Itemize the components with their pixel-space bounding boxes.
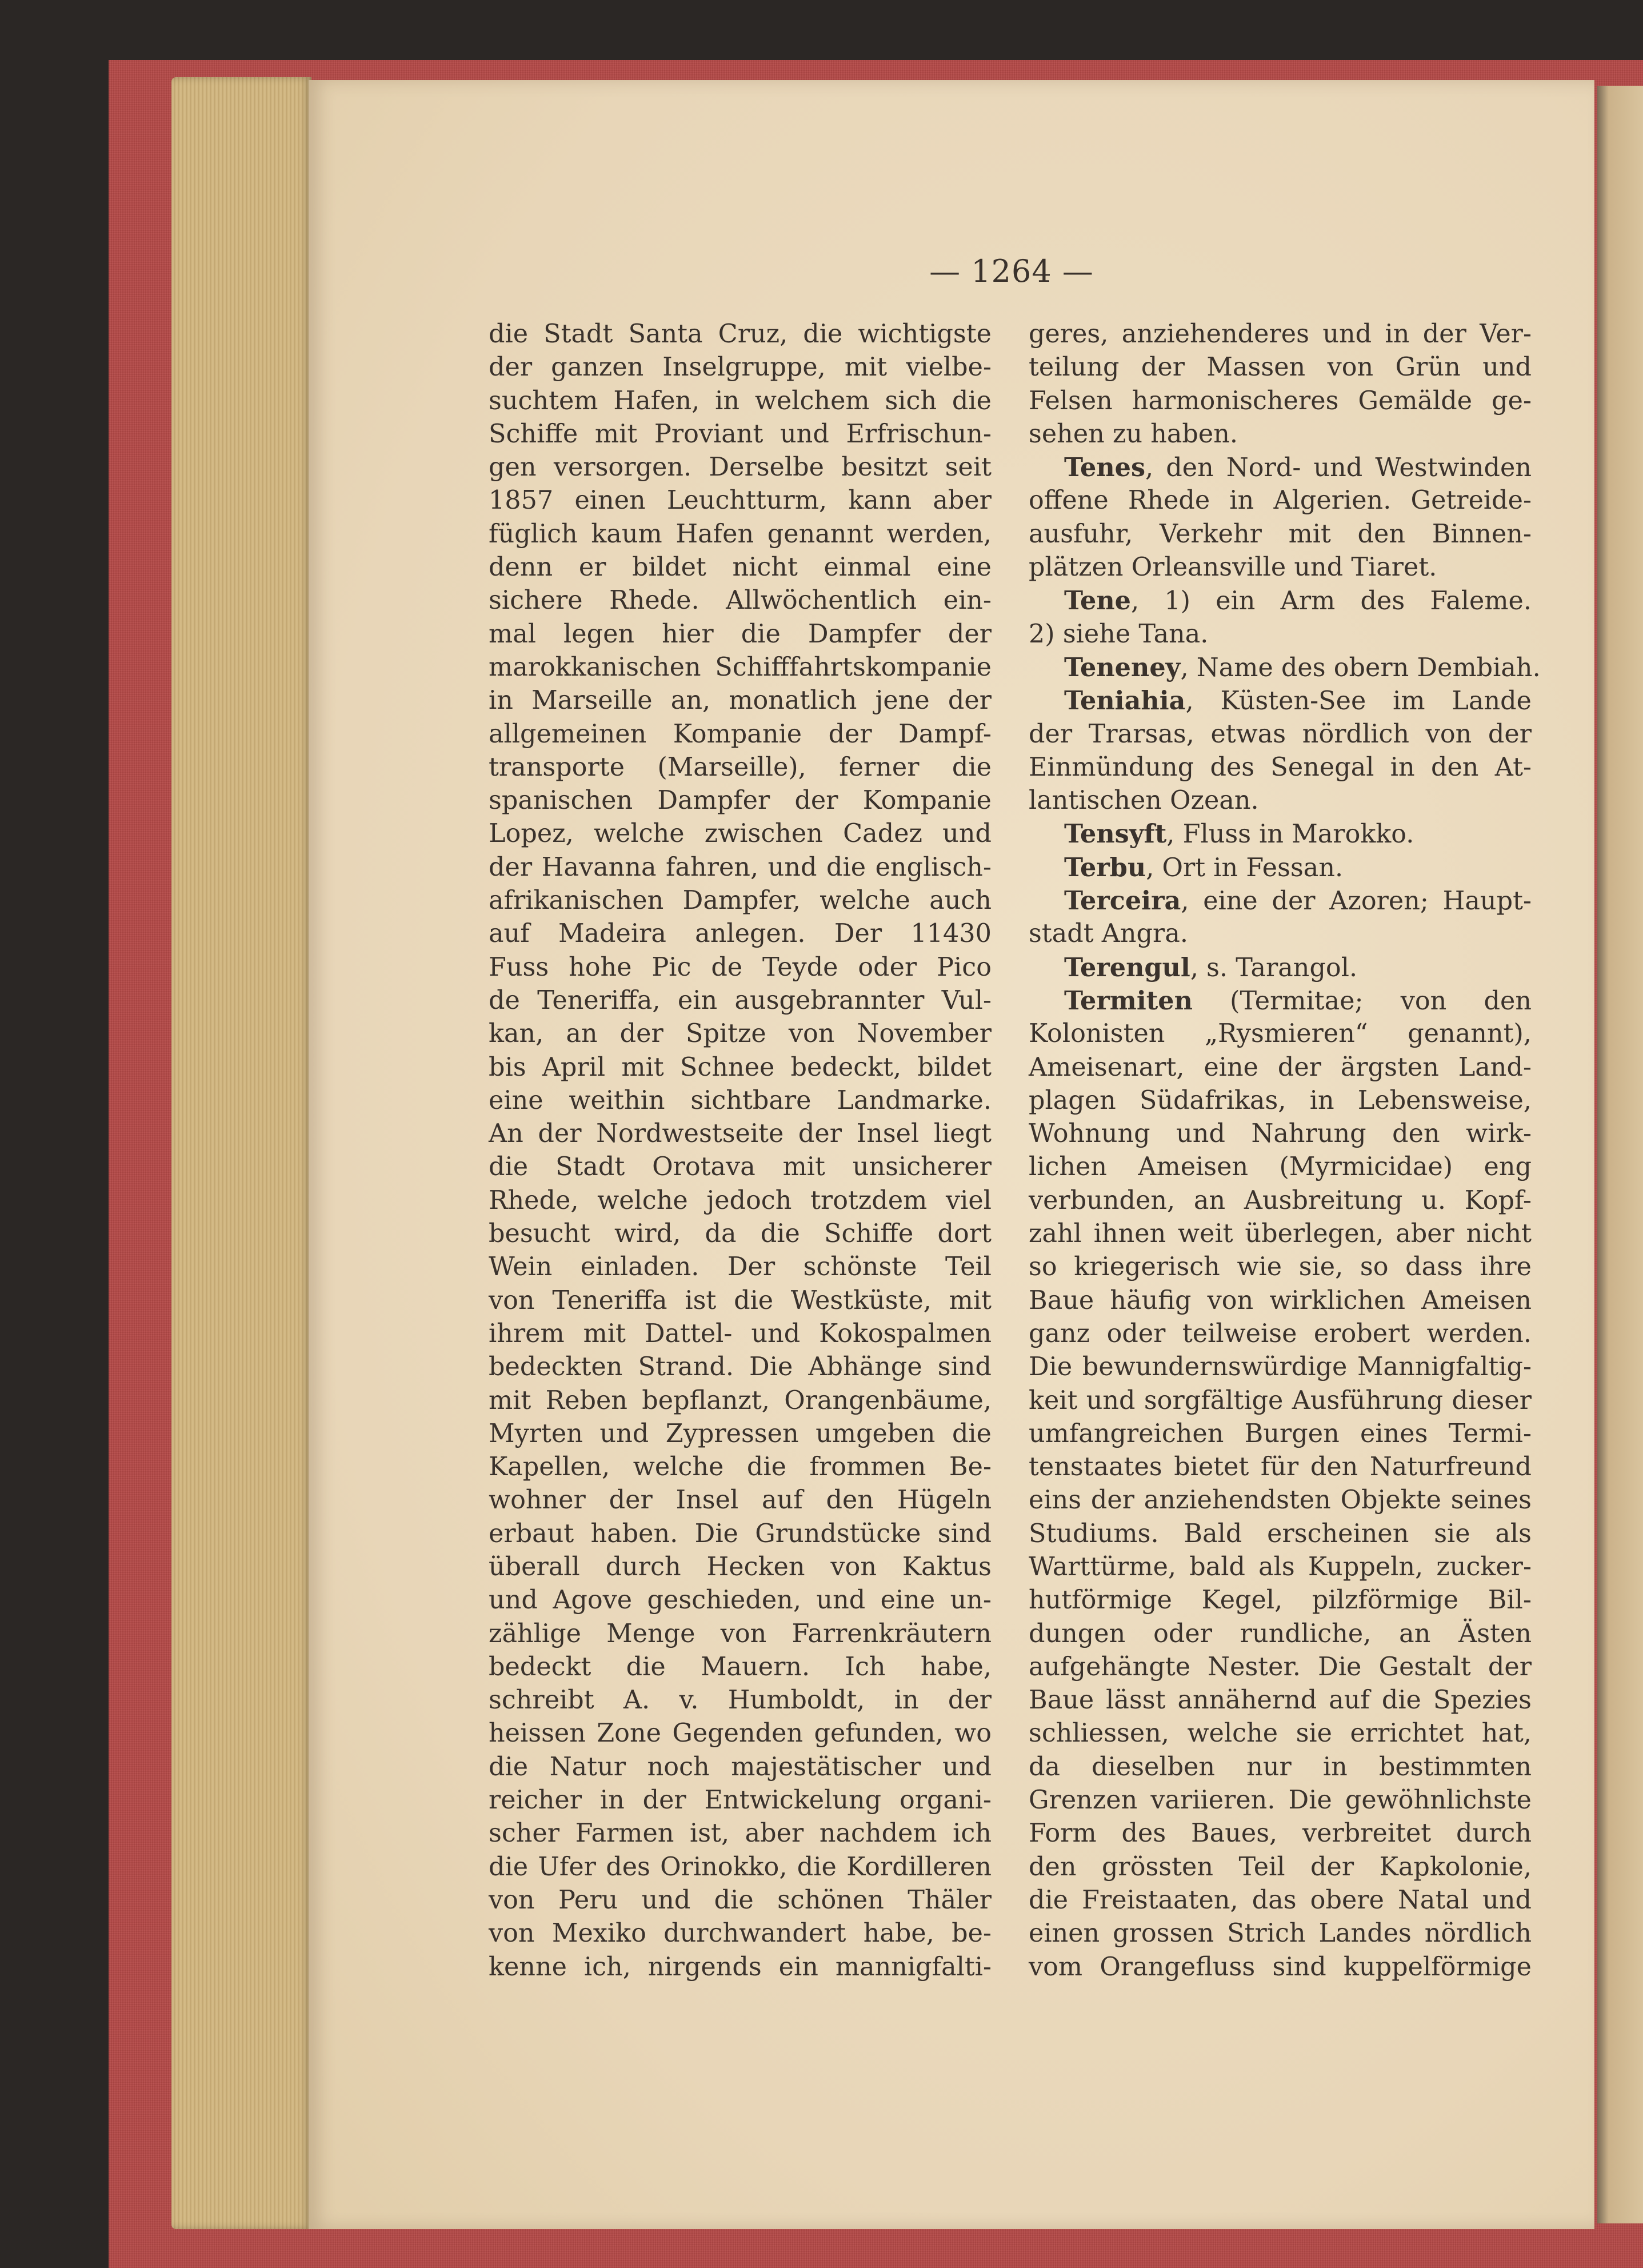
entry-text: vom Orangefluss sind kuppelförmige [1029,1952,1532,1982]
entry-text: 2) siehe Tana. [1029,619,1209,649]
text-line [1029,1151,1532,1184]
text-line: füglich kaum Hafen genannt werden, [489,519,992,549]
text-line [1029,1184,1532,1217]
entry-text: Form des Baues, verbreitet durch [1029,1819,1532,1848]
entry-headword: Teneney [1064,652,1181,682]
entry-text: den grössten Teil der Kapkolonie, [1029,1852,1532,1882]
entry-text: offene Rhede in Algerien. Getreide- [1029,486,1532,516]
text-line [1029,385,1532,418]
text-line: allgemeinen Kompanie der Dampf- [489,719,992,749]
text-line: kenne ich, nirgends ein mannigfalti- [489,1952,992,1982]
entry-headword: Termiten [1064,985,1193,1016]
text-line [1029,618,1532,651]
entry-line [1029,951,1532,984]
entry-text: ausfuhr, Verkehr mit den Binnen- [1029,519,1532,549]
entry-text: schliessen, welche sie errichtet hat, [1029,1719,1532,1748]
text-line: kan, an der Spitze von November [489,1019,992,1049]
entry-headword: Terengul [1064,952,1190,983]
right-column [1029,318,1541,1984]
text-line: ihrem mit Dattel- und Kokospalmen [489,1319,992,1348]
entry-headword: Teniahia [1064,686,1186,716]
text-line [1029,1351,1532,1384]
text-line: transporte (Marseille), ferner die [489,752,992,782]
entry-text: tenstaates bietet für den Naturfreund [1029,1452,1532,1482]
text-line [1029,1284,1532,1317]
text-line: An der Nordwestseite der Insel liegt [489,1119,992,1149]
text-line [1029,1017,1532,1051]
left-column [489,318,992,1984]
text-line: und Agove geschieden, und eine un- [489,1586,992,1615]
entry-headword: Terbu [1064,852,1146,883]
entry-text: keit und sorgfältige Ausführung dieser [1029,1385,1532,1415]
text-line: gen versorgen. Derselbe besitzt seit [489,453,992,482]
text-line: zählige Menge von Farrenkräutern [489,1619,992,1648]
text-line [1029,1917,1532,1950]
entry-line [1029,651,1541,684]
text-line [1029,418,1532,451]
text-line [1029,718,1532,751]
entry-text: Studiums. Bald erscheinen sie als [1029,1519,1532,1548]
entry-text: (Termitae; von den [1192,986,1532,1016]
entry-text: einen grossen Strich Landes nördlich [1029,1919,1532,1948]
text-line: scher Farmen ist, aber nachdem ich [489,1819,992,1848]
text-line: eine weithin sichtbare Landmarke. [489,1085,992,1115]
text-line: heissen Zone Gegenden gefunden, wo [489,1719,992,1748]
entry-headword: Tenes [1064,453,1146,483]
text-line: sichere Rhede. Allwöchentlich ein- [489,586,992,616]
text-line: besucht wird, da die Schiffe dort [489,1219,992,1249]
entry-text: Kolonisten „Rysmieren“ genannt), [1029,1019,1532,1049]
text-line: mit Reben bepflanzt, Orangenbäume, [489,1385,992,1415]
entry-text: stadt Angra. [1029,919,1188,949]
text-line [1029,1317,1532,1351]
entry-text: sehen zu haben. [1029,419,1238,449]
text-line [1029,1584,1532,1617]
text-line [1029,1817,1532,1850]
entry-text: plagen Südafrikas, in Lebensweise, [1029,1085,1532,1115]
text-line [1029,518,1532,551]
text-line [1029,1618,1532,1651]
text-line [1029,1384,1532,1418]
entry-text: plätzen Orleansville und Tiaret. [1029,553,1437,582]
text-line [1029,1717,1532,1750]
text-line [1029,484,1532,517]
entry-text: teilung der Massen von Grün und [1029,353,1532,382]
entry-text: Baue häufig von wirklichen Ameisen [1029,1285,1532,1315]
text-line: die Stadt Orotava mit unsicherer [489,1152,992,1182]
text-line [1029,1217,1532,1251]
text-line: mal legen hier die Dampfer der [489,619,992,649]
entry-text: Wohnung und Nahrung den wirk- [1029,1119,1532,1149]
entry-line [1029,851,1532,884]
text-line: wohner der Insel auf den Hügeln [489,1486,992,1515]
text-line: 1857 einen Leuchtturm, kann aber [489,486,992,516]
entry-text: dungen oder rundliche, an Ästen [1029,1619,1532,1648]
text-line: von Mexiko durchwandert habe, be- [489,1919,992,1948]
text-line [1029,1684,1532,1717]
text-line: de Teneriffa, ein ausgebrannter Vul- [489,985,992,1015]
entry-text: , Ort in Fessan. [1146,853,1344,883]
text-line: die Ufer des Orinokko, die Kordilleren [489,1852,992,1882]
entry-text: die Freistaaten, das obere Natal und [1029,1885,1532,1915]
entry-text: , Name des obern Dembiah. [1180,653,1541,682]
entry-text: aufgehängte Nester. Die Gestalt der [1029,1652,1532,1682]
text-line: der ganzen Inselgruppe, mit vielbe- [489,353,992,382]
entry-line [1029,684,1532,717]
text-line [1029,1551,1532,1584]
text-line [1029,1651,1532,1684]
text-line [1029,1418,1532,1451]
entry-text: hutförmige Kegel, pilzförmige Bil- [1029,1586,1532,1615]
text-line: suchtem Hafen, in welchem sich die [489,386,992,416]
text-line: Wein einladen. Der schönste Teil [489,1252,992,1282]
text-line: bedeckten Strand. Die Abhänge sind [489,1352,992,1382]
text-line: auf Madeira anlegen. Der 11430 [489,919,992,949]
text-line [1029,1951,1532,1984]
text-line [1029,551,1532,584]
text-line [1029,1851,1532,1884]
text-line: der Havanna fahren, und die englisch- [489,852,992,882]
text-line: Myrten und Zypressen umgeben die [489,1419,992,1448]
entry-text: , eine der Azoren; Haupt- [1181,887,1532,916]
entry-headword: Tensyft [1064,819,1167,849]
text-line: die Natur noch majestätischer und [489,1752,992,1782]
entry-text: ganz oder teilweise erobert werden. [1029,1319,1532,1348]
entry-text: , Küsten-See im Lande [1185,686,1532,716]
text-line: reicher in der Entwickelung organi- [489,1786,992,1815]
text-line: in Marseille an, monatlich jene der [489,686,992,716]
entry-text: Einmündung des Senegal in den At- [1029,752,1532,782]
text-line: Fuss hohe Pic de Teyde oder Pico [489,952,992,982]
text-line: denn er bildet nicht einmal eine [489,553,992,582]
text-line [1029,351,1532,384]
entry-headword: Terceira [1064,886,1181,916]
text-line: spanischen Dampfer der Kompanie [489,786,992,816]
text-line [1029,784,1532,817]
entry-text: da dieselben nur in bestimmten [1029,1752,1532,1782]
text-line [1029,318,1532,351]
entry-text: , Fluss in Marokko. [1166,820,1414,849]
text-line [1029,751,1532,784]
entry-text: so kriegerisch wie sie, so dass ihre [1029,1252,1532,1282]
text-line: afrikanischen Dampfer, welche auch [489,886,992,916]
entry-line [1029,584,1532,617]
text-line [1029,1784,1532,1817]
entry-line [1029,451,1532,484]
entry-text: verbunden, an Ausbreitung u. Kopf- [1029,1185,1532,1215]
entry-text: , den Nord- und Westwinden [1145,453,1532,483]
text-line [1029,1084,1532,1117]
text-line [1029,1518,1532,1551]
entry-text: lantischen Ozean. [1029,786,1259,816]
entry-text: geres, anziehenderes und in der Ver- [1029,320,1532,349]
entry-text: der Trarsas, etwas nördlich von der [1029,719,1532,749]
entry-line [1029,984,1532,1017]
text-line [1029,1884,1532,1917]
text-line [1029,1117,1532,1151]
text-line [1029,1484,1532,1517]
page-edges [171,77,311,2229]
entry-text: , 1) ein Arm des Faleme. [1131,586,1532,616]
text-line: von Teneriffa ist die Westküste, mit [489,1285,992,1315]
text-line: von Peru und die schönen Thäler [489,1885,992,1915]
text-line [1029,1251,1532,1284]
entry-text: Grenzen variieren. Die gewöhnlichste [1029,1786,1532,1815]
entry-text: eins der anziehendsten Objekte seines [1029,1486,1532,1515]
entry-headword: Tene [1064,586,1131,616]
entry-text: lichen Ameisen (Myrmicidae) eng [1029,1152,1532,1182]
next-page-edge [1597,86,1643,2223]
entry-text: , s. Tarangol. [1190,953,1358,983]
text-line [1029,1751,1532,1784]
text-line: Kapellen, welche die frommen Be- [489,1452,992,1482]
text-line: marokkanischen Schifffahrtskompanie [489,652,992,682]
entry-text: Baue lässt annähernd auf die Spezies [1029,1686,1532,1715]
entry-text: umfangreichen Burgen eines Termi- [1029,1419,1532,1448]
text-line: bedeckt die Mauern. Ich habe, [489,1652,992,1682]
entry-text: Ameisenart, eine der ärgsten Land- [1029,1052,1532,1082]
text-line [1029,1051,1532,1084]
text-line: Schiffe mit Proviant und Erfrischun- [489,419,992,449]
entry-text: zahl ihnen weit überlegen, aber nicht [1029,1219,1532,1249]
text-line: erbaut haben. Die Grundstücke sind [489,1519,992,1548]
text-line: bis April mit Schnee bedeckt, bildet [489,1052,992,1082]
text-line: überall durch Hecken von Kaktus [489,1552,992,1582]
entry-text: Die bewundernswürdige Mannigfaltig- [1029,1352,1532,1382]
entry-text: Felsen harmonischeres Gemälde ge- [1029,386,1532,416]
entry-text: Warttürme, bald als Kuppeln, zucker- [1029,1552,1532,1582]
entry-line [1029,817,1532,850]
page-number: — 1264 — [929,253,1094,289]
text-line: Rhede, welche jedoch trotzdem viel [489,1185,992,1215]
entry-line [1029,884,1532,917]
text-line: Lopez, welche zwischen Cadez und [489,819,992,849]
text-line: die Stadt Santa Cruz, die wichtigste [489,320,992,349]
text-line: schreibt A. v. Humboldt, in der [489,1686,992,1715]
text-line [1029,1451,1532,1484]
text-line [1029,917,1532,951]
